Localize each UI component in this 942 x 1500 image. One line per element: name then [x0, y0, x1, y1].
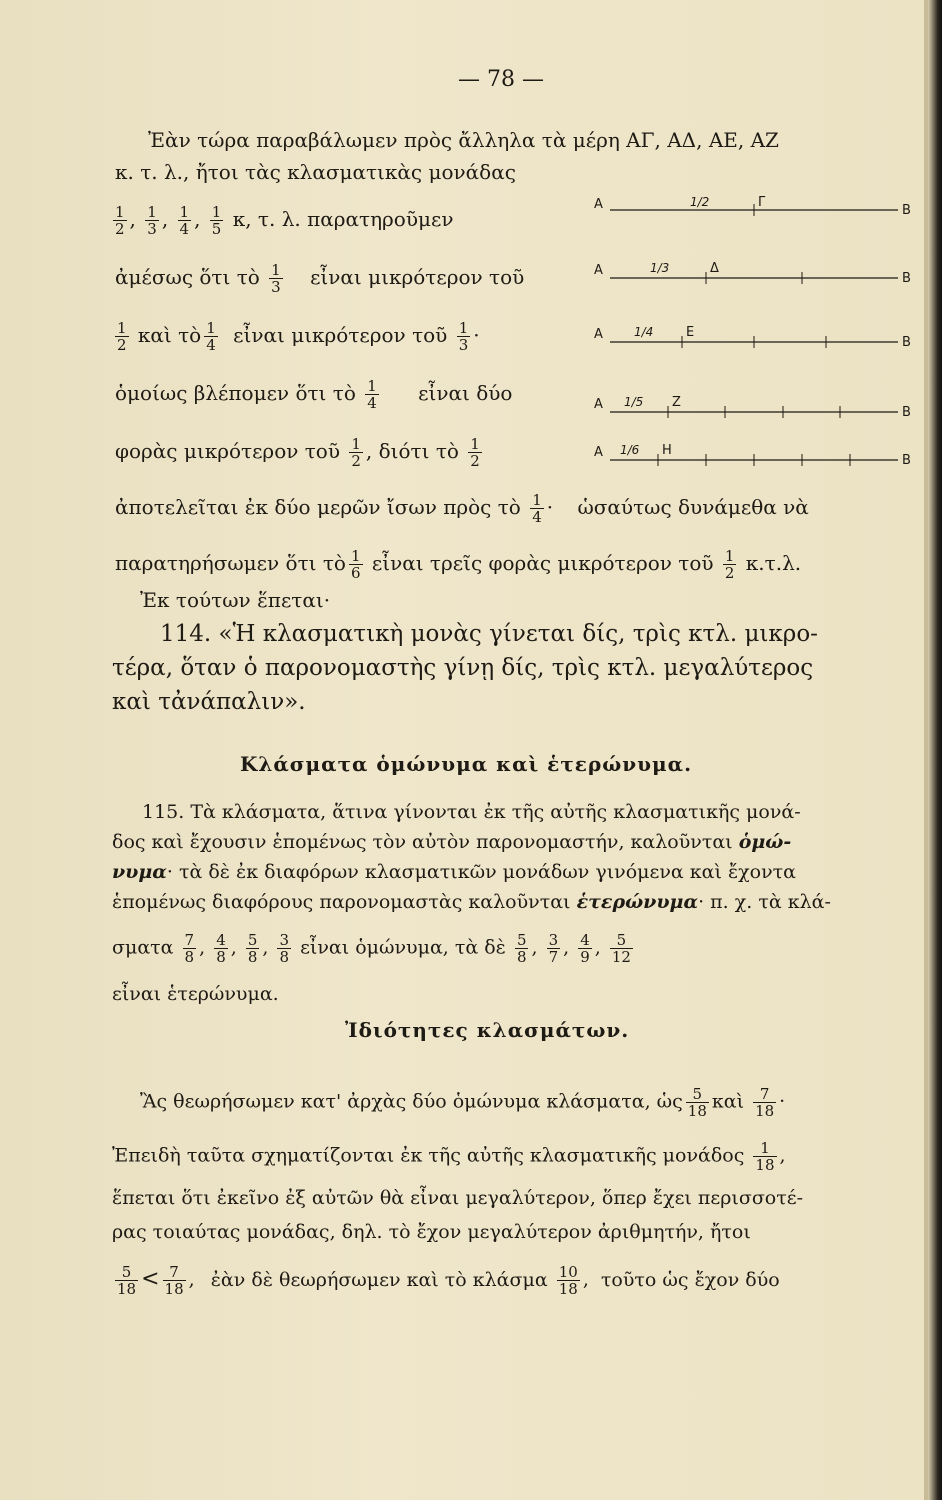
diagram-row — [594, 443, 911, 468]
point-label: Δ — [710, 261, 719, 276]
point-label: Β — [902, 203, 911, 218]
text-line: παρατηρήσωμεν ὅτι τὸ $\frac{1}{6}$ εἶναι τρεῖς φορὰς μικρότερον τοῦ $\frac{1}{2}$ κ.τ.λ. — [115, 547, 802, 582]
fraction: $\frac{5}{18}$ — [117, 1263, 137, 1298]
text-line: φορὰς μικρότερον τοῦ $\frac{1}{2}$ , διότι τὸ $\frac{1}{2}$ — [115, 435, 480, 470]
text-line: δος καὶ ἔχουσιν ἑπομένως τὸν αὐτὸν παρονομαστήν, καλοῦνται ὁμώ- — [112, 831, 792, 853]
fraction: $\frac{1}{3}$ — [147, 203, 157, 238]
rule-114-line: τέρα, ὅταν ὁ παρονομαστὴς γίνῃ δίς, τρὶς κτλ. μεγαλύτερος — [112, 655, 814, 681]
text-line: ἑπομένως διαφόρους παρονομαστὰς καλοῦνται ἑτερώνυμα· π. χ. τὰ κλά- — [112, 891, 831, 913]
text-line: Ἐπειδὴ ταῦτα σχηματίζονται ἐκ τῆς αὐτῆς κλασματικῆς μονάδος $\frac{1}{18}$ , — [112, 1139, 786, 1174]
fraction: $\frac{1}{6}$ — [350, 547, 361, 582]
fraction: $\frac{1}{2}$ — [115, 203, 125, 238]
section-heading: Κλάσματα ὁμώνυμα καὶ ἑτερώνυμα. — [240, 752, 693, 776]
text-line: 115. Τὰ κλάσματα, ἅτινα γίνονται ἐκ τῆς αὐτῆς κλασματικῆς μονά- — [142, 801, 801, 823]
fraction: $\frac{1}{4}$ — [179, 203, 190, 238]
rule-114-line: καὶ τἀνάπαλιν». — [112, 689, 306, 715]
fraction: $\frac{5}{8}$ — [516, 931, 527, 966]
segment-label: 1/6 — [620, 443, 640, 457]
text-line: $\frac{1}{2}$ καὶ τὸ $\frac{1}{4}$ εἶναι μικρότερον τοῦ $\frac{1}{3}$ · — [117, 319, 480, 354]
fraction: $\frac{7}{18}$ — [164, 1263, 184, 1298]
text-line: σματα $\frac{7}{8}$ , $\frac{4}{8}$ , $\frac{5}{8}$ , $\frac{3}{8}$ εἶναι ὁμώνυμα, τὰ δὲ $\frac{5}{8}$ , $\frac{3}{7}$ , $\frac{4}{9}$ , $\frac{5}{12}$ — [112, 931, 631, 966]
text-line: Ἂς θεωρήσωμεν κατ' ἀρχὰς δύο ὁμώνυμα κλάσματα, ὡς $\frac{5}{18}$ καὶ $\frac{7}{18}$ · — [140, 1085, 786, 1120]
fraction: $\frac{1}{2}$ — [117, 319, 127, 354]
point-label: A — [594, 327, 603, 342]
text-line: ἕπεται ὅτι ἐκεῖνο ἐξ αὐτῶν θὰ εἶναι μεγαλύτερον, ὅπερ ἔχει περισσοτέ- — [112, 1187, 804, 1209]
text-line: ρας τοιαύτας μονάδας, δηλ. τὸ ἔχον μεγαλύτερον ἀριθμητήν, ἤτοι — [112, 1221, 751, 1243]
fraction: $\frac{4}{9}$ — [580, 931, 590, 966]
fraction: $\frac{1}{4}$ — [206, 319, 216, 354]
fraction: $\frac{1}{18}$ — [755, 1139, 775, 1174]
segment-label: 1/4 — [634, 325, 654, 339]
segment-label: 1/5 — [624, 395, 644, 409]
text-line: ὁμοίως βλέπομεν ὅτι τὸ $\frac{1}{4}$ εἶναι δύο — [115, 377, 513, 412]
text-line: ἀμέσως ὅτι τὸ $\frac{1}{3}$ εἶναι μικρότερον τοῦ — [115, 261, 525, 296]
text-line: ἀποτελεῖται ἐκ δύο μερῶν ἴσων πρὸς τὸ $\frac{1}{4}$ · ὡσαύτως δυνάμεθα νὰ — [115, 491, 809, 526]
point-label: A — [594, 263, 603, 278]
diagram-row — [594, 261, 911, 286]
text-line: $\frac{5}{18}$ < $\frac{7}{18}$ , ἐὰν δὲ θεωρήσωμεν καὶ τὸ κλάσμα $\frac{10}{18}$ , τοῦτο ὡς ἔχον δύο — [117, 1263, 780, 1298]
segment-label: 1/2 — [690, 195, 710, 209]
fraction: $\frac{7}{8}$ — [184, 931, 195, 966]
fraction: $\frac{1}{5}$ — [211, 203, 222, 238]
fraction: $\frac{1}{4}$ — [532, 491, 542, 526]
fraction: $\frac{3}{7}$ — [548, 931, 559, 966]
fraction: $\frac{5}{18}$ — [687, 1085, 707, 1120]
text-line: Ἐὰν τώρα παραβάλωμεν πρὸς ἄλληλα τὰ μέρη ΑΓ, ΑΔ, ΑΕ, ΑΖ — [148, 128, 779, 152]
page-number: — 78 — — [458, 67, 544, 92]
fraction: $\frac{4}{8}$ — [216, 931, 226, 966]
text-line: $\frac{1}{2}$ , $\frac{1}{3}$ , $\frac{1}{4}$ , $\frac{1}{5}$ κ, τ. λ. παρατηροῦμεν — [115, 203, 454, 238]
fraction: $\frac{1}{2}$ — [470, 435, 480, 470]
segment-label: 1/3 — [650, 261, 670, 275]
fraction: $\frac{1}{2}$ — [351, 435, 361, 470]
point-label: Β — [902, 453, 911, 468]
fraction: $\frac{1}{3}$ — [271, 261, 281, 296]
diagram-row — [594, 325, 911, 350]
point-label: Ε — [686, 325, 695, 340]
point-label: Β — [902, 405, 911, 420]
text-line: Ἐκ τούτων ἕπεται· — [140, 588, 331, 612]
fraction: $\frac{7}{18}$ — [755, 1085, 775, 1120]
section-heading: Ἰδιότητες κλασμάτων. — [345, 1018, 630, 1042]
page-edge — [928, 0, 942, 1500]
diagram-row — [594, 395, 911, 420]
fraction: $\frac{1}{2}$ — [724, 547, 735, 582]
fraction: $\frac{10}{18}$ — [558, 1263, 578, 1298]
diagram-row — [594, 195, 911, 218]
fraction: $\frac{5}{12}$ — [611, 931, 631, 966]
fraction: $\frac{3}{8}$ — [279, 931, 290, 966]
fraction-line-diagram — [590, 190, 920, 470]
point-label: Β — [902, 335, 911, 350]
text-line: κ. τ. λ., ἤτοι τὰς κλασματικὰς μονάδας — [115, 160, 516, 184]
point-label: A — [594, 397, 603, 412]
rule-114-line: 114. «Ἡ κλασματικὴ μονὰς γίνεται δίς, τρὶς κτλ. μικρο- — [160, 621, 818, 647]
fraction: $\frac{1}{4}$ — [367, 377, 377, 412]
point-label: Η — [662, 443, 672, 458]
fraction: $\frac{5}{8}$ — [247, 931, 258, 966]
text-line: νυμα· τὰ δὲ ἐκ διαφόρων κλασματικῶν μονάδων γινόμενα καὶ ἔχοντα — [112, 861, 797, 883]
point-label: A — [594, 445, 603, 460]
text-line: εἶναι ἑτερώνυμα. — [112, 983, 279, 1005]
fraction: $\frac{1}{3}$ — [458, 319, 469, 354]
point-label: Γ — [758, 195, 766, 210]
point-label: Ζ — [672, 395, 681, 410]
point-label: A — [594, 197, 603, 212]
point-label: Β — [902, 271, 911, 286]
